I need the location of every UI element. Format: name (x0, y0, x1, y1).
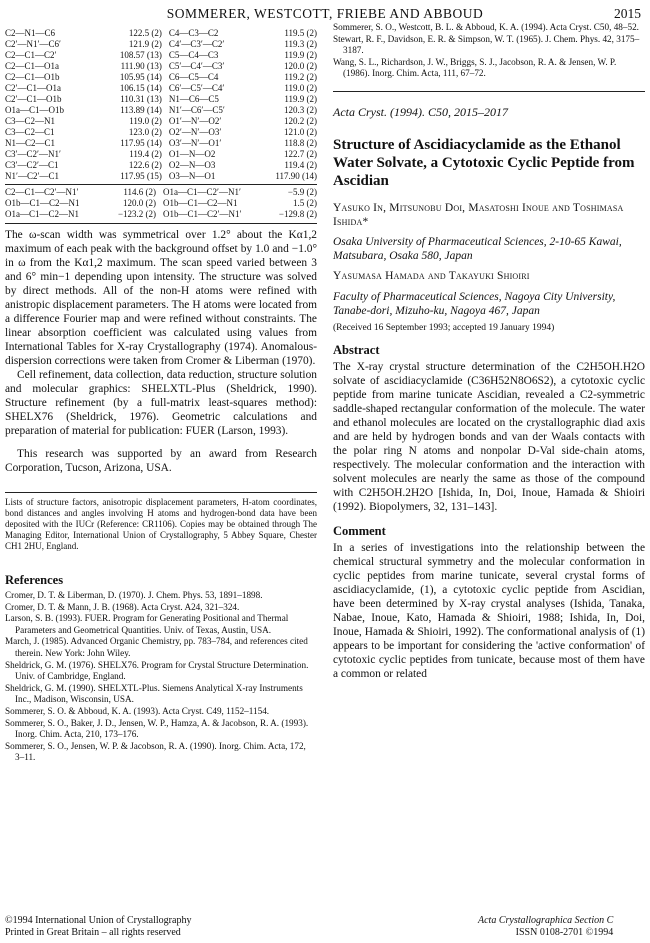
angle-value: 122.6 (2) (128, 160, 162, 170)
atoms-label: C6′—C5′—C4′ (168, 83, 225, 93)
comment-text: In a series of investigations into the relationship between the chemical structural symmetry and the molecular conformation in cyclic peptides from marine tunicate, several crystal forms of ascidiacyclamide, (1), a cytotoxic cyclic peptide from Ascidian, have been determined by X-ray crystal analyses (Ishida, Tanaka, Nabae, Inoue, Kato, Hamada & Shioiri, 1988; Ishida, In, Doi, Inoue, Hamada & Shioiri, 1992). The conformational analysis of (1) appears to be important for considering the 'active conformation' of cytotoxic cyclic peptides from tunicate, because most of them have a common or related (333, 541, 645, 680)
atoms-label: O1b—C1—C2—N1 (163, 198, 238, 208)
reference-item: Wang, S. L., Richardson, J. W., Briggs, S. J., Jacobson, R. A. & Jensen, W. P. (1986). Inorg. Chim. Acta, 111, 67–72. (333, 56, 617, 79)
references-list (333, 22, 645, 80)
journal-section: Acta Crystallographica Section C (478, 915, 614, 926)
table-row (5, 28, 317, 39)
issn-line: ISSN 0108-2701 ©1994 (515, 927, 614, 938)
angle-value: −5.9 (2) (287, 187, 317, 197)
atoms-label: O1—N—O2 (168, 149, 216, 159)
table-row (5, 149, 317, 160)
atoms-label: N1—C6—C5 (168, 94, 219, 104)
atoms-label: O1a—C1—C2—N1 (5, 209, 79, 219)
table-row (5, 171, 317, 182)
atoms-label: C2′—C1—O1b (5, 94, 62, 104)
footer-left (5, 915, 191, 939)
angle-value: 119.2 (2) (284, 72, 317, 82)
angle-value: 117.90 (14) (275, 171, 317, 181)
table-row (5, 187, 317, 198)
table-rule (5, 184, 317, 185)
atoms-label: O3′—N′—O1′ (168, 138, 222, 148)
affiliation-2: Faculty of Pharmaceutical Sciences, Nagoya City University, Tanabe-dori, Mizuho-ku, Nagoya 467, Japan (333, 290, 616, 317)
atoms-label: C3′—C2′—N1′ (5, 149, 61, 159)
angle-value: 123.0 (2) (128, 127, 162, 137)
reference-item: Sheldrick, G. M. (1976). SHELX76. Program for Crystal Structure Determination. Univ. of Cambridge, England. (5, 659, 309, 682)
table-row (5, 138, 317, 149)
angle-value: 110.31 (13) (120, 94, 162, 104)
atoms-label: O1b—C1—C2—N1 (5, 198, 80, 208)
angle-value: 106.15 (14) (119, 83, 162, 93)
table-row (5, 39, 317, 50)
table-row (5, 198, 317, 209)
angle-value: 1.5 (2) (293, 198, 317, 208)
geometry-table (5, 28, 317, 182)
abstract-text: The X-ray crystal structure determination of the C2H5OH.H2O solvate of ascidiacyclamide (C36H52N8O6S2), a cytotoxic cyclic peptide from marine tunicate Ascidian, revealed a C2-symmetric saddle-shaped rectangular conformation of the molecule. The water and ethanol molecules are located on the crystallographic diad axis and are held by hydrogen bonds and van der Waals contacts with the polar ring N atoms and nonpolar D-Val side-chain atoms, respectively. The molecular conformation and the interaction with solvent molecules are nearly the same as those of the compound with C2H5OH.2H2O [Ishida, In, Doi, Inoue, Hamada & Shioiri (1992). Biopolymers, 32, 131–143]. (333, 360, 645, 513)
table-row (5, 61, 317, 72)
atoms-label: N1—C2—C1 (5, 138, 56, 148)
atoms-label: C5—C4—C3 (168, 50, 219, 60)
table-rule (5, 223, 317, 224)
table-row (5, 160, 317, 171)
angle-value: 108.57 (13) (119, 50, 162, 60)
angle-value: 119.9 (2) (284, 50, 317, 60)
atoms-label: C3′—C2′—C1 (5, 160, 59, 170)
table-row (5, 127, 317, 138)
reference-item: March, J. (1985). Advanced Organic Chemistry, pp. 783–784, and references cited therein. New York: John Wiley. (5, 636, 308, 658)
angle-value: 117.95 (14) (120, 138, 162, 148)
printed-line: Printed in Great Britain – all rights reserved (5, 927, 181, 938)
angle-value: 118.8 (2) (284, 138, 317, 148)
atoms-label: N1′—C6′—C5′ (168, 105, 225, 115)
reference-item: Stewart, R. F., Davidson, E. R. & Simpson, W. T. (1965). J. Chem. Phys. 42, 3175–3187. (333, 33, 640, 56)
angle-value: 114.6 (2) (123, 187, 157, 197)
table-row (5, 116, 317, 127)
table-row (5, 105, 317, 116)
copyright-line: ©1994 International Union of Crystallography (5, 915, 192, 926)
left-column (5, 28, 317, 764)
angle-value: 119.9 (2) (284, 94, 317, 104)
atoms-label: C4—C3—C2 (168, 28, 219, 38)
angle-value: 119.0 (2) (129, 116, 162, 126)
atoms-label: C3—C2—N1 (5, 116, 56, 126)
reference-item: Sheldrick, G. M. (1990). SHELXTL-Plus. Siemens Analytical X-ray Instruments Inc., Madison, Wisconsin, USA. (5, 682, 303, 705)
atoms-label: N1′—C2′—C1 (5, 171, 59, 181)
angle-value: 111.90 (13) (120, 61, 162, 71)
table-row (5, 209, 317, 220)
angle-value: −123.2 (2) (117, 209, 157, 219)
references-list (5, 590, 317, 764)
angle-value: 117.95 (15) (120, 171, 162, 181)
angle-value: 120.2 (2) (284, 116, 317, 126)
angle-value: 119.5 (2) (284, 28, 317, 38)
article-title: Structure of Ascidiacyclamide as the Ethanol Water Solvate, a Cytotoxic Cyclic Peptide from Ascidian (333, 136, 635, 189)
angle-value: 121.9 (2) (128, 39, 162, 49)
angle-value: 120.0 (2) (123, 198, 157, 208)
atoms-label: O2′—N′—O3′ (168, 127, 222, 137)
abstract-heading: Abstract (333, 342, 380, 357)
table-row (5, 83, 317, 94)
atoms-label: C2—C1—C2′ (5, 50, 57, 60)
atoms-label: O1′—N′—O2′ (168, 116, 222, 126)
authors-2: Yasumasa Hamada and Takayuki Shioiri (333, 269, 530, 282)
journal-citation: Acta Cryst. (1994). C50, 2015–2017 (333, 104, 508, 119)
atoms-label: C2—C1—O1b (5, 72, 60, 82)
references-heading: References (5, 573, 64, 587)
angle-value: 119.3 (2) (284, 39, 317, 49)
acknowledgement: This research was supported by an award from Research Corporation, Tucson, Arizona, USA. (5, 448, 317, 474)
atoms-label: O3—N—O1 (168, 171, 216, 181)
footer-right (478, 915, 613, 939)
atoms-label: C5′—C4′—C3′ (168, 61, 225, 71)
atoms-label: O1a—C1—C2′—N1′ (163, 187, 241, 197)
angle-value: 119.0 (2) (284, 83, 317, 93)
reference-item: Sommerer, S. O., Westcott, B. L. & Abboud, K. A. (1994). Acta Cryst. C50, 48–52. (333, 22, 639, 32)
reference-item: Cromer, D. T. & Mann, J. B. (1968). Acta Cryst. A24, 321–324. (5, 601, 240, 612)
atoms-label: C6—C5—C4 (168, 72, 219, 82)
angle-value: 122.7 (2) (284, 149, 317, 159)
reference-item: Cromer, D. T. & Liberman, D. (1970). J. Chem. Phys. 53, 1891–1898. (5, 590, 263, 600)
paragraph: The ω-scan width was symmetrical over 1.2° about the Kα1,2 maximum of each peak with the background offset by 1.0 and −1.0° in ω from the Kα1,2 maximum. The scan speed varied between 3 and 6° min−1 depending upon intensity. The structure was solved by direct methods. All of the non-H atoms were refined with anistropic displacement parameters. The H atoms were located from a difference Fourier map and were refined without constraints. The linear absorption coefficient was calculated using values from International Tables for X-ray Crystallography (1974). Anomalous-dispersion corrections were taken from Cromer & Liberman (1970). (5, 229, 317, 367)
article-rule (333, 91, 645, 92)
reference-item: Sommerer, S. O., Baker, J. D., Jensen, W. P., Hamza, A. & Jacobson, R. A. (1993). Inorg. Chim. Acta, 210, 173–176. (5, 717, 309, 740)
table-row (5, 94, 317, 105)
atoms-label: C4′—C3′—C2′ (168, 39, 225, 49)
torsion-table (5, 187, 317, 220)
angle-value: 121.0 (2) (284, 127, 317, 137)
atoms-label: O1b—C1—C2′—N1′ (163, 209, 242, 219)
authors-1: Yasuko In, Mitsunobu Doi, Masatoshi Inoue and Toshimasa Ishida* (333, 201, 624, 228)
atoms-label: O2—N—O3 (168, 160, 216, 170)
affiliation-1: Osaka University of Pharmaceutical Sciences, 2-10-65 Kawai, Matsubara, Osaka 580, Japan (333, 235, 622, 262)
deposit-note: Lists of structure factors, anisotropic displacement parameters, H-atom coordinates, bond distances and angles involving H atoms and hydrogen-bond data have been deposited with the IUCr (Reference: CR1106). Copies may be obtained through The Managing Editor, International Union of Crystallography, 5 Abbey Square, Chester CH1 2HU, England. (5, 497, 317, 551)
atoms-label: C3—C2—C1 (5, 127, 55, 137)
angle-value: 105.95 (14) (119, 72, 162, 82)
atoms-label: C2′—N1′—C6′ (5, 39, 61, 49)
atoms-label: C2—C1—C2′—N1′ (5, 187, 79, 197)
right-column (333, 22, 645, 681)
table-row (5, 72, 317, 83)
reference-item: Sommerer, S. O., Jensen, W. P. & Jacobson, R. A. (1990). Inorg. Chim. Acta, 172, 3–11. (5, 740, 306, 763)
angle-value: 119.4 (2) (129, 149, 162, 159)
angle-value: 120.3 (2) (284, 105, 317, 115)
reference-item: Sommerer, S. O. & Abboud, K. A. (1993). Acta Cryst. C49, 1152–1154. (5, 705, 270, 716)
atoms-label: C2—C1—O1a (5, 61, 59, 71)
angle-value: −129.8 (2) (278, 209, 317, 219)
angle-value: 120.0 (2) (284, 61, 317, 71)
angle-value: 113.89 (14) (120, 105, 162, 115)
running-title: SOMMERER, WESTCOTT, FRIEBE AND ABBOUD (166, 6, 484, 21)
angle-value: 122.5 (2) (128, 28, 162, 38)
paragraph: Cell refinement, data collection, data reduction, structure solution and molecular graphics: SHELXTL-Plus (Sheldrick, 1990). Structure refinement (by a full-matrix least-squares method): SHELX76 (Sheldrick, 1976). Geometric calculations and preparation of material for publication: FUER (Larson, 1993). (5, 369, 317, 437)
angle-value: 119.4 (2) (284, 160, 317, 170)
atoms-label: C2′—C1—O1a (5, 83, 61, 93)
atoms-label: C2—N1—C6 (5, 28, 56, 38)
atoms-label: O1a—C1—O1b (5, 105, 64, 115)
table-row (5, 50, 317, 61)
note-rule (5, 492, 317, 493)
page-number: 2015 (614, 6, 641, 21)
reference-item: Larson, S. B. (1993). FUER. Program for Generating Positional and Thermal Parameters and Geometrical Quantities. Univ. of Texas, Austin, USA. (5, 613, 289, 635)
comment-heading: Comment (333, 523, 386, 538)
received-dates: (Received 16 September 1993; accepted 19 January 1994) (333, 322, 555, 333)
